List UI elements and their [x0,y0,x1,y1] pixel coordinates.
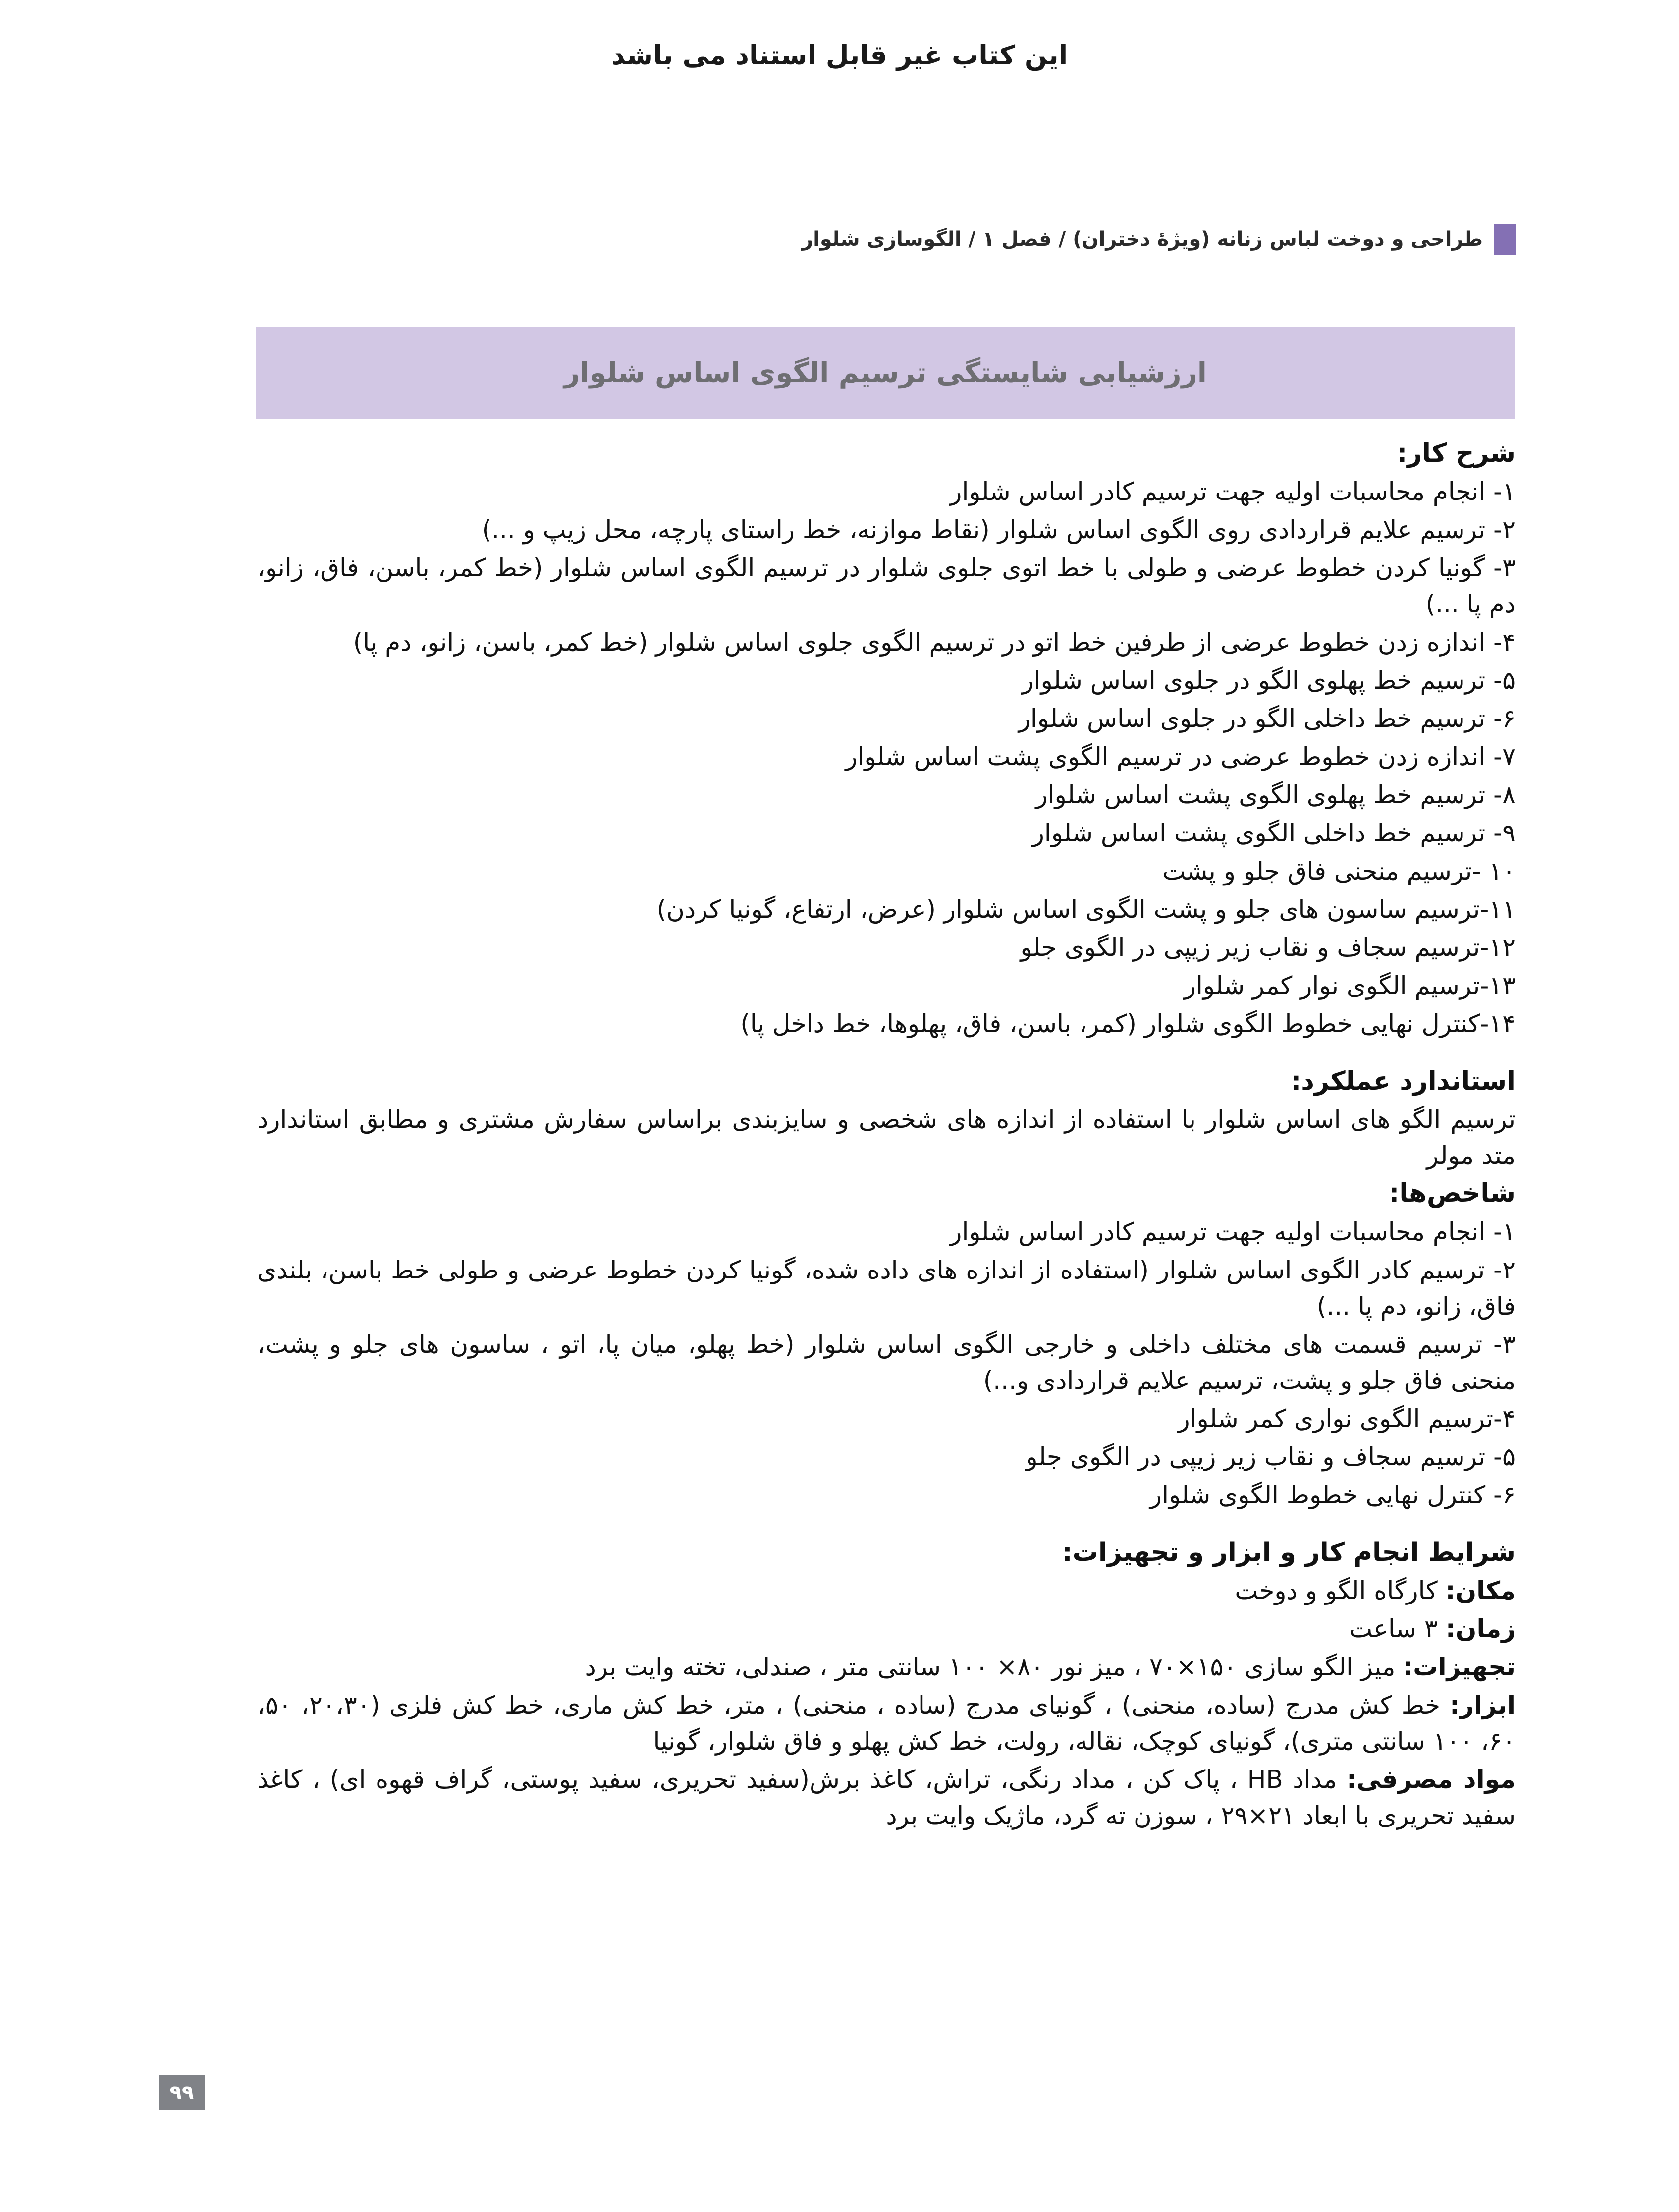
heading-performance-standard: استاندارد عملکرد: [1291,1066,1516,1097]
list-item: ۱- انجام محاسبات اولیه جهت ترسیم کادر اساس شلوار [950,1217,1516,1246]
main-content [257,436,1516,1836]
list-item: ۴- اندازه زدن خطوط عرضی از طرفین خط اتو در ترسیم الگوی جلوی اساس شلوار (خط کمر، باسن، زانو، دم پا) [353,628,1516,657]
list-item: ۵- ترسیم خط پهلوی الگو در جلوی اساس شلوار [1022,666,1516,695]
list-item: ۱۱-ترسیم ساسون های جلو و پشت الگوی اساس شلوار (عرض، ارتفاع، گونیا کردن) [656,895,1516,924]
conditions-row-materials [257,1762,1516,1834]
list-item: ۶- ترسیم خط داخلی الگو در جلوی اساس شلوار [1018,704,1516,733]
work-description-list [257,474,1516,1042]
conditions-value-equipment: میز الگو سازی ۱۵۰×۷۰ ، میز نور ۸۰× ۱۰۰ سانتی متر ، صندلی، تخته وایت برد [585,1652,1404,1681]
list-item: ۷- اندازه زدن خطوط عرضی در ترسیم الگوی پشت اساس شلوار [845,742,1516,772]
conditions-value-tools: خط کش مدرج (ساده، منحنی) ، گونیای مدرج (ساده ، منحنی) ، متر، خط کش ماری، خط کش فلزی (۲۰،۳۰، ۵۰، ۶۰، ۱۰۰ سانتی متری)، گونیای کوچک، نقاله، رولت، خط کش پهلو و فاق شلوار، گونیا [257,1690,1516,1756]
conditions-value-materials: مداد HB ، پاک کن ، مداد رنگی، تراش، کاغذ برش(سفید تحریری، سفید پوستی، گراف قهوه ای) ، کاغذ سفید تحریری با ابعاد ۲۱×۲۹ ، سوزن ته گرد، ماژیک وایت برد [257,1765,1516,1830]
conditions-label-equipment: تجهیزات: [1403,1652,1516,1681]
heading-conditions: شرایط انجام کار و ابزار و تجهیزات: [1062,1537,1516,1567]
running-header-text: طراحی و دوخت لباس زنانه (ویژهٔ دختران) / فصل ۱ / الگوسازی شلوار [802,228,1483,251]
conditions-row-tools [257,1687,1516,1760]
running-header [163,224,1516,255]
top-notice: این کتاب غیر قابل استناد می باشد [611,40,1068,71]
list-item: ۱- انجام محاسبات اولیه جهت ترسیم کادر اساس شلوار [950,477,1516,506]
conditions-row-equipment [257,1649,1516,1685]
list-item: ۱۴-کنترل نهایی خطوط الگوی شلوار (کمر، باسن، فاق، پهلوها، خط داخل پا) [740,1009,1516,1039]
list-item: ۳- گونیا کردن خطوط عرضی و طولی با خط اتوی جلوی شلوار در ترسیم الگوی اساس شلوار (خط کمر، باسن، فاق، زانو، دم پا ...) [257,553,1516,619]
conditions-value-time: ۳ ساعت [1349,1614,1446,1643]
heading-indicators: شاخص‌ها: [1389,1178,1516,1209]
list-item: ۲- ترسیم کادر الگوی اساس شلوار (استفاده از اندازه های داده شده، گونیا کردن خطوط عرضی و طولی خط باسن، بلندی فاق، زانو، دم پا ...) [257,1255,1516,1321]
spacer [257,1515,1516,1535]
list-item: ۶- کنترل نهایی خطوط الگوی شلوار [1149,1480,1516,1509]
performance-standard-text: ترسیم الگو های اساس شلوار با استفاده از اندازه های شخصی و سایزبندی براساس سفارش مشتری و مطابق استاندارد متد مولر [257,1105,1516,1170]
conditions-row-location [257,1573,1516,1609]
page-number: ۹۹ [159,2075,205,2110]
conditions-value-location: کارگاه الگو و دوخت [1235,1576,1446,1605]
list-item: ۵- ترسیم سجاف و نقاب زیر زیپی در الگوی جلو [1026,1442,1516,1471]
list-item: ۱۰ -ترسیم منحنی فاق جلو و پشت [1162,857,1516,886]
list-item: ۳- ترسیم قسمت های مختلف داخلی و خارجی الگوی اساس شلوار (خط پهلو، میان پا، اتو ، ساسون های جلو و پشت، منحنی فاق جلو و پشت، ترسیم علایم قراردادی و...) [257,1329,1516,1395]
list-item: ۹- ترسیم خط داخلی الگوی پشت اساس شلوار [1032,819,1516,848]
conditions-label-tools: ابزار: [1450,1690,1516,1719]
indicators-list [257,1214,1516,1513]
conditions-label-location: مکان: [1445,1576,1516,1605]
spacer [257,1044,1516,1064]
conditions-label-time: زمان: [1445,1614,1516,1643]
conditions-row-time [257,1611,1516,1647]
list-item: ۴-ترسیم الگوی نواری کمر شلوار [1178,1404,1516,1433]
heading-work-description: شرح کار: [1397,439,1516,468]
section-banner [256,327,1515,419]
list-item: ۱۲-ترسیم سجاف و نقاب زیر زیپی در الگوی جلو [1020,933,1516,962]
list-item: ۱۳-ترسیم الگوی نوار کمر شلوار [1184,971,1516,1000]
conditions-label-materials: مواد مصرفی: [1347,1765,1516,1794]
purple-square-marker-icon [1494,224,1516,255]
list-item: ۲- ترسیم علایم قراردادی روی الگوی اساس شلوار (نقاط موازنه، خط راستای پارچه، محل زیپ و ...) [482,515,1516,545]
list-item: ۸- ترسیم خط پهلوی الگوی پشت اساس شلوار [1035,780,1516,810]
banner-title: ارزشیابی شایستگی ترسیم الگوی اساس شلوار [564,356,1207,389]
